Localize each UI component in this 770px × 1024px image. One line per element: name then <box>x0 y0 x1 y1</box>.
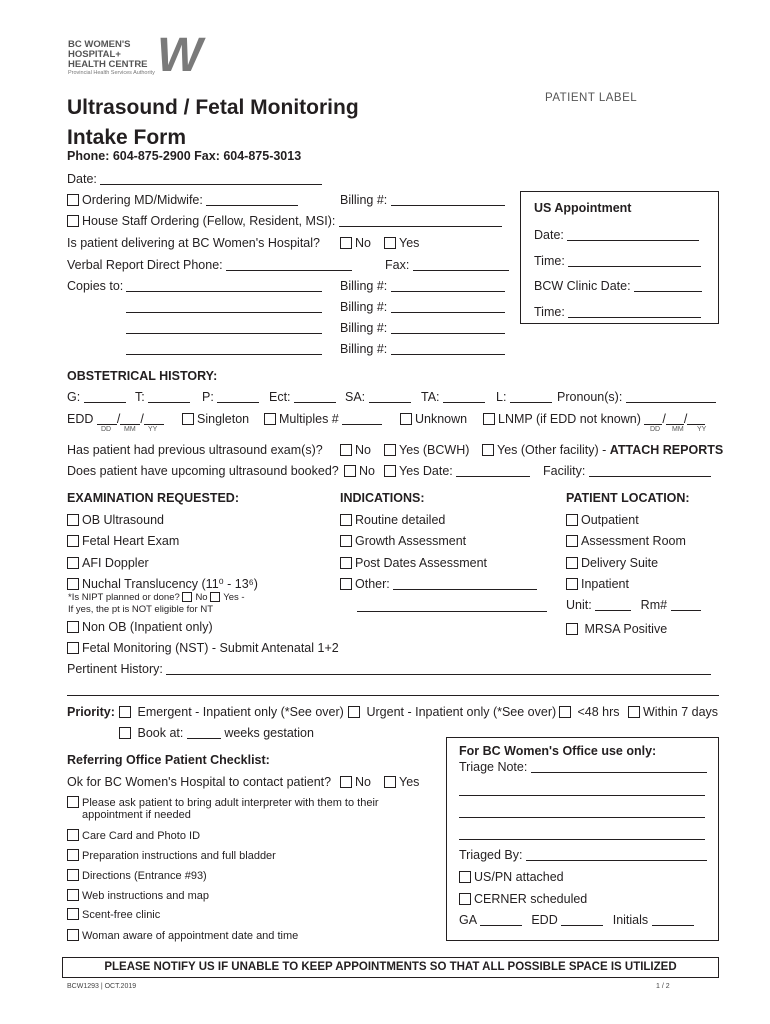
lnmp-yy-hint: YY <box>697 426 707 433</box>
nipt-no-label: No <box>195 592 208 603</box>
ta-label: TA: <box>421 390 440 404</box>
checklist-checkbox[interactable] <box>67 869 79 881</box>
bcw-clinic-date-label: BCW Clinic Date: <box>534 279 631 293</box>
indication-label: Growth Assessment <box>355 534 467 548</box>
exam-ob-ultrasound[interactable] <box>67 513 164 528</box>
priority-checkbox[interactable] <box>119 727 131 739</box>
location-label: Assessment Room <box>581 534 686 548</box>
copies-line-2[interactable] <box>126 312 322 313</box>
multiples-checkbox[interactable] <box>264 413 276 425</box>
p-label: P: <box>202 390 214 404</box>
billing-label: Billing #: <box>340 300 388 314</box>
logo-w-mark: W <box>157 29 200 82</box>
delivering-no-label: No <box>355 236 371 250</box>
priority-option-label: Urgent - Inpatient only (*See over) <box>366 705 557 719</box>
triage-note-line <box>531 760 707 773</box>
previous-yes-other-checkbox[interactable] <box>482 444 494 456</box>
lnmp-mm-hint: MM <box>672 426 684 433</box>
location-checkbox[interactable] <box>566 514 578 526</box>
checklist-care-card[interactable] <box>67 829 200 843</box>
us-date-field[interactable] <box>534 228 699 243</box>
upcoming-no-checkbox[interactable] <box>344 465 356 477</box>
bcw-time-line <box>568 305 701 318</box>
cerner-checkbox[interactable] <box>459 893 471 905</box>
unknown-checkbox[interactable] <box>400 413 412 425</box>
triage-line-3[interactable] <box>459 817 705 818</box>
t-line <box>148 390 190 403</box>
checklist-interpreter[interactable] <box>67 796 379 810</box>
edd-dd-hint: DD <box>101 426 112 433</box>
billing-field-5[interactable] <box>340 342 505 357</box>
pertinent-history-label: Pertinent History: <box>67 662 163 676</box>
location-label: Inpatient <box>581 577 629 591</box>
unit-rm-field[interactable] <box>566 598 701 613</box>
pronouns-line <box>626 390 716 403</box>
edd-mm-line <box>120 412 140 425</box>
checklist-checkbox[interactable] <box>67 796 79 808</box>
priority-option-label: Within 7 days <box>643 705 719 719</box>
hospital-logo <box>68 40 155 77</box>
nipt-yes-checkbox[interactable] <box>210 592 220 602</box>
checklist-aware[interactable] <box>67 929 298 943</box>
location-delivery-suite[interactable] <box>566 556 658 571</box>
indication-label: Other: <box>355 577 390 591</box>
unit-line <box>595 598 631 611</box>
checklist-preparation[interactable] <box>67 849 276 863</box>
lnmp-dd-line <box>644 412 662 425</box>
exam-nuchal[interactable] <box>67 577 258 592</box>
location-checkbox[interactable] <box>566 535 578 547</box>
contact-no-checkbox[interactable] <box>340 776 352 788</box>
copies-line-4[interactable] <box>126 354 322 355</box>
billing-label: Billing #: <box>340 193 388 207</box>
checklist-label: Scent-free clinic <box>82 909 161 921</box>
edd-yy-line <box>144 412 164 425</box>
delivering-yes-label: Yes <box>399 236 420 250</box>
page-number: 1 / 2 <box>656 983 670 990</box>
lnmp-label: LNMP (if EDD not known) <box>498 412 641 426</box>
contact-yes-checkbox[interactable] <box>384 776 396 788</box>
ga-label: GA <box>459 913 477 927</box>
priority-checkbox[interactable] <box>628 706 640 718</box>
priority-book-at[interactable] <box>119 726 314 741</box>
indication-other[interactable] <box>340 577 537 592</box>
l-label: L: <box>496 390 507 404</box>
t-label: T: <box>135 390 145 404</box>
verbal-phone-label: Verbal Report Direct Phone: <box>67 258 223 272</box>
ga-edd-initials-row[interactable] <box>459 913 694 928</box>
us-appointment-title: US Appointment <box>534 201 632 215</box>
billing-label: Billing #: <box>340 342 388 356</box>
ect-label: Ect: <box>269 390 291 404</box>
bcw-time-field[interactable] <box>534 305 701 320</box>
previous-yes-other-label: Yes (Other facility) - <box>497 443 607 457</box>
logo-line-3: HEALTH CENTRE <box>68 59 148 70</box>
billing-field-3[interactable] <box>340 300 505 315</box>
other-line <box>393 577 537 590</box>
multiples-option[interactable] <box>264 412 382 427</box>
date-label: Date: <box>67 172 97 186</box>
facility-label: Facility: <box>543 464 586 478</box>
pronouns-label: Pronoun(s): <box>557 390 623 404</box>
checklist-label: Web instructions and map <box>82 890 209 902</box>
book-at-line <box>187 726 221 739</box>
facility-line <box>589 464 711 477</box>
fax-field[interactable] <box>385 258 509 273</box>
form-title-line-2: Intake Form <box>67 126 187 149</box>
triage-line-2[interactable] <box>459 795 705 796</box>
lnmp-mm-line <box>666 412 684 425</box>
priority-row <box>67 705 115 720</box>
mrsa-option[interactable] <box>566 622 667 637</box>
nipt-note: If yes, the pt is NOT eligible for NT <box>68 604 214 615</box>
mrsa-label: MRSA Positive <box>584 622 668 636</box>
other-line-2[interactable] <box>357 611 547 612</box>
unknown-option[interactable] <box>400 412 467 427</box>
attach-reports-label: ATTACH REPORTS <box>609 443 724 457</box>
edd-dd-line <box>97 412 117 425</box>
billing-field-1[interactable] <box>340 193 505 208</box>
mrsa-checkbox[interactable] <box>566 623 578 635</box>
checklist-checkbox[interactable] <box>67 849 79 861</box>
checklist-directions[interactable] <box>67 869 207 883</box>
pertinent-line-2[interactable] <box>67 695 719 696</box>
office-use-title: For BC Women's Office use only: <box>459 744 657 758</box>
indication-checkbox[interactable] <box>340 535 352 547</box>
multiples-line <box>342 412 382 425</box>
bcw-clinic-date-line <box>634 279 702 292</box>
previous-yes-other-option[interactable] <box>482 443 723 458</box>
billing-input-line <box>391 193 505 206</box>
sa-label: SA: <box>345 390 366 404</box>
delivering-no-checkbox[interactable] <box>340 237 352 249</box>
checklist-checkbox[interactable] <box>67 908 79 920</box>
location-label: Outpatient <box>581 513 639 527</box>
multiples-label: Multiples # <box>279 412 339 426</box>
initials-line <box>652 913 694 926</box>
us-date-line <box>567 228 699 241</box>
indication-checkbox[interactable] <box>340 578 352 590</box>
checklist-title: Referring Office Patient Checklist: <box>67 753 270 767</box>
nipt-question-label: *Is NIPT planned or done? <box>68 592 180 603</box>
delivering-question: Is patient delivering at BC Women's Hospital? <box>67 236 320 250</box>
us-date-label: Date: <box>534 228 564 242</box>
logo-line-1: BC WOMEN'S <box>68 39 131 50</box>
location-checkbox[interactable] <box>566 557 578 569</box>
upcoming-no-option[interactable] <box>344 464 375 479</box>
contact-yes-option[interactable] <box>384 775 419 790</box>
checklist-checkbox[interactable] <box>67 929 79 941</box>
ga-line <box>480 913 522 926</box>
obstetrical-title: OBSTETRICAL HISTORY: <box>67 369 218 383</box>
delivering-yes-checkbox[interactable] <box>384 237 396 249</box>
house-staff-input-line[interactable] <box>339 214 502 227</box>
triaged-by-field[interactable] <box>459 848 707 863</box>
house-staff-label: House Staff Ordering (Fellow, Resident, MSI): <box>82 214 336 228</box>
office-edd-line <box>561 913 603 926</box>
us-time-field[interactable] <box>534 254 701 269</box>
previous-no-label: No <box>355 443 371 457</box>
indication-label: Routine detailed <box>355 513 446 527</box>
edd-mm-hint: MM <box>124 426 136 433</box>
g-line <box>84 390 126 403</box>
previous-yes-bcwh-option[interactable] <box>384 443 469 458</box>
delivering-no-option[interactable] <box>340 236 371 251</box>
cerner-label: CERNER scheduled <box>474 892 588 906</box>
edd-label: EDD <box>67 412 94 426</box>
exam-afi-doppler[interactable] <box>67 556 149 571</box>
ordering-row <box>67 193 298 208</box>
upcoming-yes-checkbox[interactable] <box>384 465 396 477</box>
location-inpatient[interactable] <box>566 577 629 592</box>
priority-checkbox[interactable] <box>559 706 571 718</box>
exam-checkbox[interactable] <box>67 578 79 590</box>
date-input-line <box>100 172 322 185</box>
exam-fetal-heart[interactable] <box>67 534 179 549</box>
checklist-checkbox[interactable] <box>67 829 79 841</box>
rm-label: Rm# <box>640 598 668 612</box>
previous-no-option[interactable] <box>340 443 371 458</box>
edd-field[interactable]: EDD / / <box>67 412 164 427</box>
unknown-label: Unknown <box>415 412 468 426</box>
exam-checkbox[interactable] <box>67 535 79 547</box>
pronouns-field[interactable] <box>557 390 716 405</box>
priority-7days[interactable] <box>628 705 718 720</box>
exam-label: Fetal Monitoring (NST) - Submit Antenatal 1+2 <box>82 641 339 655</box>
previous-yes-bcwh-checkbox[interactable] <box>384 444 396 456</box>
g-label: G: <box>67 390 81 404</box>
us-pn-checkbox[interactable] <box>459 871 471 883</box>
lnmp-yy-line <box>687 412 705 425</box>
triage-note-label: Triage Note: <box>459 760 528 774</box>
notice-text: PLEASE NOTIFY US IF UNABLE TO KEEP APPOINTMENTS SO THAT ALL POSSIBLE SPACE IS UTILIZED <box>104 961 677 973</box>
contact-no-label: No <box>355 775 371 789</box>
priority-option-label: Emergent - Inpatient only (*See over) <box>137 705 344 719</box>
checklist-label: Please ask patient to bring adult interpreter with them to their <box>82 797 379 809</box>
location-assessment-room[interactable] <box>566 534 686 549</box>
ta-field[interactable] <box>421 390 485 405</box>
upcoming-yes-option[interactable] <box>384 464 530 479</box>
contact-line: Phone: 604-875-2900 Fax: 604-875-3013 <box>67 149 302 163</box>
triaged-by-line <box>526 848 707 861</box>
exam-checkbox[interactable] <box>67 621 79 633</box>
facility-field[interactable] <box>543 464 711 479</box>
ordering-input-line[interactable] <box>206 193 298 206</box>
nipt-yes-label: Yes - <box>223 592 245 603</box>
previous-us-question: Has patient had previous ultrasound exam(s)? <box>67 443 323 457</box>
copies-line-3[interactable] <box>126 333 322 334</box>
unit-label: Unit: <box>566 598 592 612</box>
indication-routine[interactable] <box>340 513 445 528</box>
exam-checkbox[interactable] <box>67 557 79 569</box>
fax-label: Fax: <box>385 258 410 272</box>
pertinent-history-field[interactable] <box>67 662 711 677</box>
upcoming-us-question: Does patient have upcoming ultrasound booked? <box>67 464 339 478</box>
priority-emergent[interactable] <box>119 705 344 720</box>
us-time-line <box>568 254 701 267</box>
contact-no-option[interactable] <box>340 775 371 790</box>
form-title-line-1: Ultrasound / Fetal Monitoring <box>67 96 359 119</box>
weeks-label: weeks gestation <box>224 726 314 740</box>
office-edd-label: EDD <box>531 913 558 927</box>
bcw-clinic-date-field[interactable] <box>534 279 702 294</box>
lnmp-option[interactable]: LNMP (if EDD not known) / / <box>483 412 705 427</box>
singleton-option[interactable] <box>182 412 249 427</box>
exam-label: Non OB (Inpatient only) <box>82 620 213 634</box>
singleton-checkbox[interactable] <box>182 413 194 425</box>
billing-field-2[interactable] <box>340 279 505 294</box>
sa-line <box>369 390 411 403</box>
book-at-label: Book at: <box>137 726 184 740</box>
p-field[interactable] <box>202 390 259 405</box>
contact-yes-label: Yes <box>399 775 420 789</box>
priority-option-label: <48 hrs <box>577 705 620 719</box>
verbal-phone-field[interactable] <box>67 258 352 273</box>
checklist-label: Care Card and Photo ID <box>82 830 201 842</box>
logo-authority: Provincial Health Services Authority <box>68 70 155 76</box>
exam-label: AFI Doppler <box>82 556 149 570</box>
upcoming-yes-date-label: Yes Date: <box>399 464 453 478</box>
exam-label: OB Ultrasound <box>82 513 164 527</box>
priority-checkbox[interactable] <box>119 706 131 718</box>
p-line <box>217 390 259 403</box>
billing-input-line <box>391 342 505 355</box>
ect-line <box>294 390 336 403</box>
form-code: BCW1293 | OCT.2019 <box>67 983 137 990</box>
fax-input-line <box>413 258 509 271</box>
checklist-checkbox[interactable] <box>67 889 79 901</box>
billing-label: Billing #: <box>340 279 388 293</box>
priority-48hrs[interactable] <box>559 705 620 720</box>
location-label: Delivery Suite <box>581 556 659 570</box>
checklist-interpreter-cont: appointment if needed <box>82 809 191 821</box>
indication-checkbox[interactable] <box>340 514 352 526</box>
indications-title: INDICATIONS: <box>340 491 425 505</box>
priority-urgent[interactable] <box>348 705 556 720</box>
exam-label: Nuchal Translucency (11⁰ - 13⁶) <box>82 577 258 591</box>
triaged-by-label: Triaged By: <box>459 848 523 862</box>
edd-yy-hint: YY <box>148 426 158 433</box>
ordering-label: Ordering MD/Midwife: <box>82 193 203 207</box>
checklist-label: Preparation instructions and full bladder <box>82 850 276 862</box>
date-field[interactable] <box>67 172 322 187</box>
lnmp-checkbox[interactable] <box>483 413 495 425</box>
indication-label: Post Dates Assessment <box>355 556 488 570</box>
exam-checkbox[interactable] <box>67 514 79 526</box>
checklist-scent-free[interactable] <box>67 908 160 922</box>
billing-label: Billing #: <box>340 321 388 335</box>
location-checkbox[interactable] <box>566 578 578 590</box>
l-line <box>510 390 552 403</box>
triage-line-4[interactable] <box>459 839 705 840</box>
billing-input-line <box>391 300 505 313</box>
t-field[interactable] <box>135 390 190 405</box>
us-time-label: Time: <box>534 254 565 268</box>
house-staff-row <box>67 214 502 229</box>
exam-title: EXAMINATION REQUESTED: <box>67 491 239 505</box>
checklist-label: Woman aware of appointment date and time <box>82 930 299 942</box>
rm-line <box>671 598 701 611</box>
contact-question: Ok for BC Women's Hospital to contact patient? <box>67 775 332 789</box>
checklist-web[interactable] <box>67 889 209 903</box>
billing-input-line <box>391 279 505 292</box>
triage-note-field[interactable] <box>459 760 707 775</box>
exam-fetal-monitoring[interactable] <box>67 641 339 656</box>
indication-post-dates[interactable] <box>340 556 487 571</box>
location-outpatient[interactable] <box>566 513 639 528</box>
cerner-option[interactable] <box>459 892 587 907</box>
us-pn-option[interactable] <box>459 870 564 885</box>
exam-non-ob[interactable] <box>67 620 213 635</box>
logo-line-2: HOSPITAL+ <box>68 49 121 60</box>
nipt-no-checkbox[interactable] <box>182 592 192 602</box>
g-field[interactable] <box>67 390 126 405</box>
l-field[interactable] <box>496 390 552 405</box>
exam-checkbox[interactable] <box>67 642 79 654</box>
indication-checkbox[interactable] <box>340 557 352 569</box>
checklist-label: Directions (Entrance #93) <box>82 870 207 882</box>
billing-field-4[interactable] <box>340 321 505 336</box>
delivering-row <box>67 236 320 251</box>
pertinent-line-1 <box>166 662 711 675</box>
singleton-label: Singleton <box>197 412 250 426</box>
ect-field[interactable] <box>269 390 336 405</box>
indication-growth[interactable] <box>340 534 466 549</box>
billing-input-line <box>391 321 505 334</box>
house-staff-checkbox[interactable] <box>67 215 79 227</box>
copies-field[interactable] <box>67 279 123 294</box>
previous-no-checkbox[interactable] <box>340 444 352 456</box>
initials-label: Initials <box>612 913 649 927</box>
patient-label: PATIENT LABEL <box>545 92 638 104</box>
ta-line <box>443 390 485 403</box>
nipt-question <box>68 592 245 603</box>
priority-checkbox[interactable] <box>348 706 360 718</box>
lnmp-dd-hint: DD <box>650 426 661 433</box>
delivering-yes-option[interactable] <box>384 236 419 251</box>
copies-line-1[interactable] <box>126 291 322 292</box>
exam-label: Fetal Heart Exam <box>82 534 180 548</box>
copies-label: Copies to: <box>67 279 124 293</box>
ordering-checkbox[interactable] <box>67 194 79 206</box>
upcoming-date-line <box>456 464 530 477</box>
priority-label: Priority: <box>67 705 115 719</box>
previous-yes-bcwh-label: Yes (BCWH) <box>399 443 470 457</box>
us-pn-label: US/PN attached <box>474 870 564 884</box>
upcoming-no-label: No <box>359 464 375 478</box>
sa-field[interactable] <box>345 390 411 405</box>
bcw-time-label: Time: <box>534 305 565 319</box>
verbal-phone-input-line <box>226 258 352 271</box>
location-title: PATIENT LOCATION: <box>566 491 690 505</box>
